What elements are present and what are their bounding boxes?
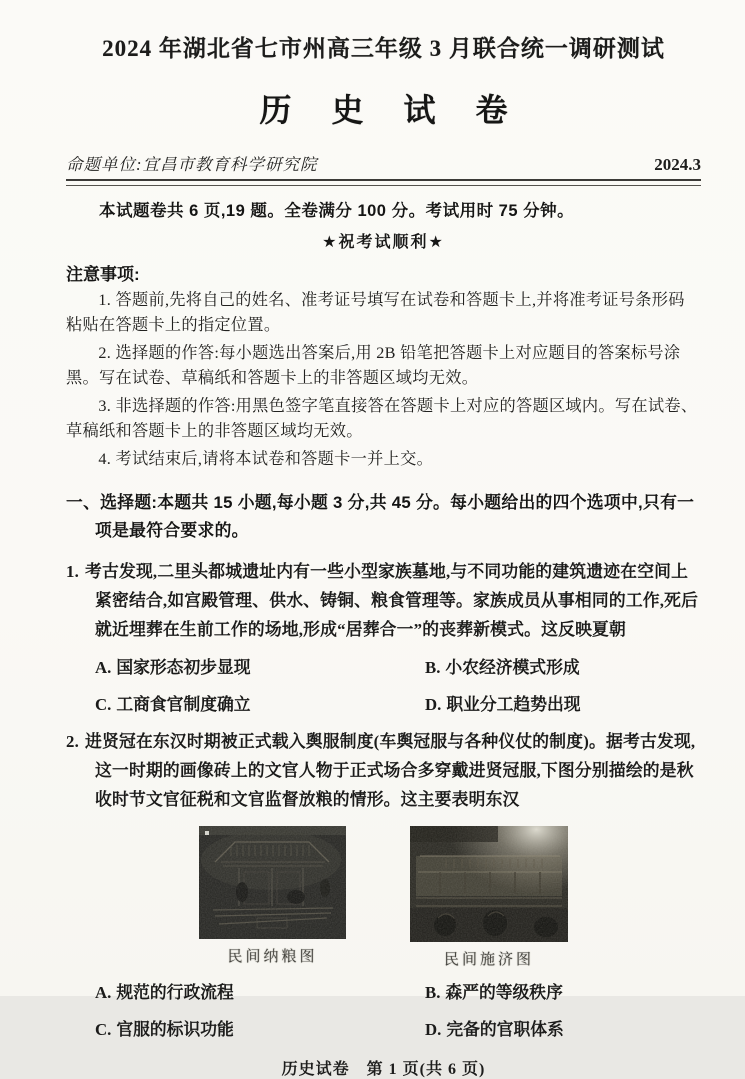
section-heading: 一、选择题:本题共 15 小题,每小题 3 分,共 45 分。每小题给出的四个选项中,只有一项是最符合要求的。	[66, 493, 695, 540]
option-1b	[425, 654, 701, 678]
meta-row	[66, 151, 701, 175]
option-1b-text: 小农经济模式形成	[445, 658, 580, 677]
option-1d-text: 职业分工趋势出现	[446, 695, 581, 714]
page-footer: 历史试卷 第 1 页(共 6 页)	[281, 1061, 486, 1078]
option-1c-label: C.	[95, 695, 112, 714]
option-1b-label: B.	[425, 658, 441, 677]
option-2a-text: 规范的行政流程	[116, 983, 234, 1002]
brick-relief-relief-image	[410, 826, 568, 942]
exam-title: 2024 年湖北省七市州高三年级 3 月联合统一调研测试	[102, 36, 665, 61]
question-1-options	[95, 654, 701, 715]
question-1-stem: 考古发现,二里头都城遗址内有一些小型家族墓地,与不同功能的建筑遗迹在空间上紧密结合,如宫殿管理、供水、铸铜、粮食管理等。家族成员从事相同的工作,死后就近埋葬在生前工作的场地,形成“居葬合一”的丧葬新模式。这反映夏朝	[85, 562, 699, 639]
brick-relief-tax-image	[199, 826, 346, 939]
notice-heading: 注意事项:	[66, 265, 140, 284]
option-2d-label: D.	[425, 1020, 442, 1039]
double-rule-divider	[66, 179, 701, 186]
notice-item-4: 4. 考试结束后,请将本试卷和答题卡一并上交。	[98, 450, 434, 468]
exam-wish-line: ★祝考试顺利★	[322, 234, 445, 251]
option-2c-text: 官服的标识功能	[116, 1020, 234, 1039]
option-1a-text: 国家形态初步显现	[116, 658, 251, 677]
option-2a	[95, 979, 425, 1003]
notice-item-1: 1. 答题前,先将自己的姓名、准考证号填写在试卷和答题卡上,并将准考证号条形码粘贴在答题卡上的指定位置。	[66, 291, 685, 334]
option-1c	[95, 691, 425, 715]
question-1-number: 1.	[66, 562, 79, 581]
question-2-stem: 进贤冠在东汉时期被正式载入舆服制度(车舆冠服与各种仪仗的制度)。据考古发现,这一时期的画像砖上的文官人物于正式场合多穿戴进贤冠服,下图分别描绘的是秋收时节文官征税和文官监督放粮的情形。这主要表明东汉	[85, 732, 696, 809]
figure-tax-caption: 民间纳粮图	[227, 949, 318, 965]
option-1d-label: D.	[425, 695, 442, 714]
option-2c-label: C.	[95, 1020, 112, 1039]
option-2c	[95, 1016, 425, 1040]
figure-grain-distribution	[410, 826, 568, 969]
issuer-label: 命题单位:宜昌市教育科学研究院	[66, 155, 318, 174]
option-1d	[425, 691, 701, 715]
question-1	[66, 557, 701, 644]
figure-relief-caption: 民间施济图	[443, 952, 534, 968]
notice-item-2: 2. 选择题的作答:每小题选出答案后,用 2B 铅笔把答题卡上对应题目的答案标号涂黑。写在试卷、草稿纸和答题卡上的非答题区域均无效。	[66, 344, 681, 387]
question-2-options	[95, 979, 701, 1040]
exam-info-line: 本试题卷共 6 页,19 题。全卷满分 100 分。考试用时 75 分钟。	[99, 202, 575, 220]
option-2b-label: B.	[425, 983, 441, 1002]
paper-title: 历 史 试 卷	[259, 92, 524, 128]
option-2d	[425, 1016, 701, 1040]
option-2b	[425, 979, 701, 1003]
option-2d-text: 完备的官职体系	[446, 1020, 564, 1039]
question-2-number: 2.	[66, 732, 79, 751]
notice-item-3: 3. 非选择题的作答:用黑色签字笔直接答在答题卡上对应的答题区域内。写在试卷、草稿纸和答题卡上的非答题区域均无效。	[66, 397, 698, 440]
option-2b-text: 森严的等级秩序	[445, 983, 563, 1002]
option-1a-label: A.	[95, 658, 112, 677]
option-2a-label: A.	[95, 983, 112, 1002]
option-1a	[95, 654, 425, 678]
figure-tax-collection	[199, 826, 346, 969]
question-2	[66, 727, 701, 814]
exam-date: 2024.3	[654, 155, 701, 174]
figures-row	[66, 826, 701, 969]
option-1c-text: 工商食官制度确立	[116, 695, 251, 714]
